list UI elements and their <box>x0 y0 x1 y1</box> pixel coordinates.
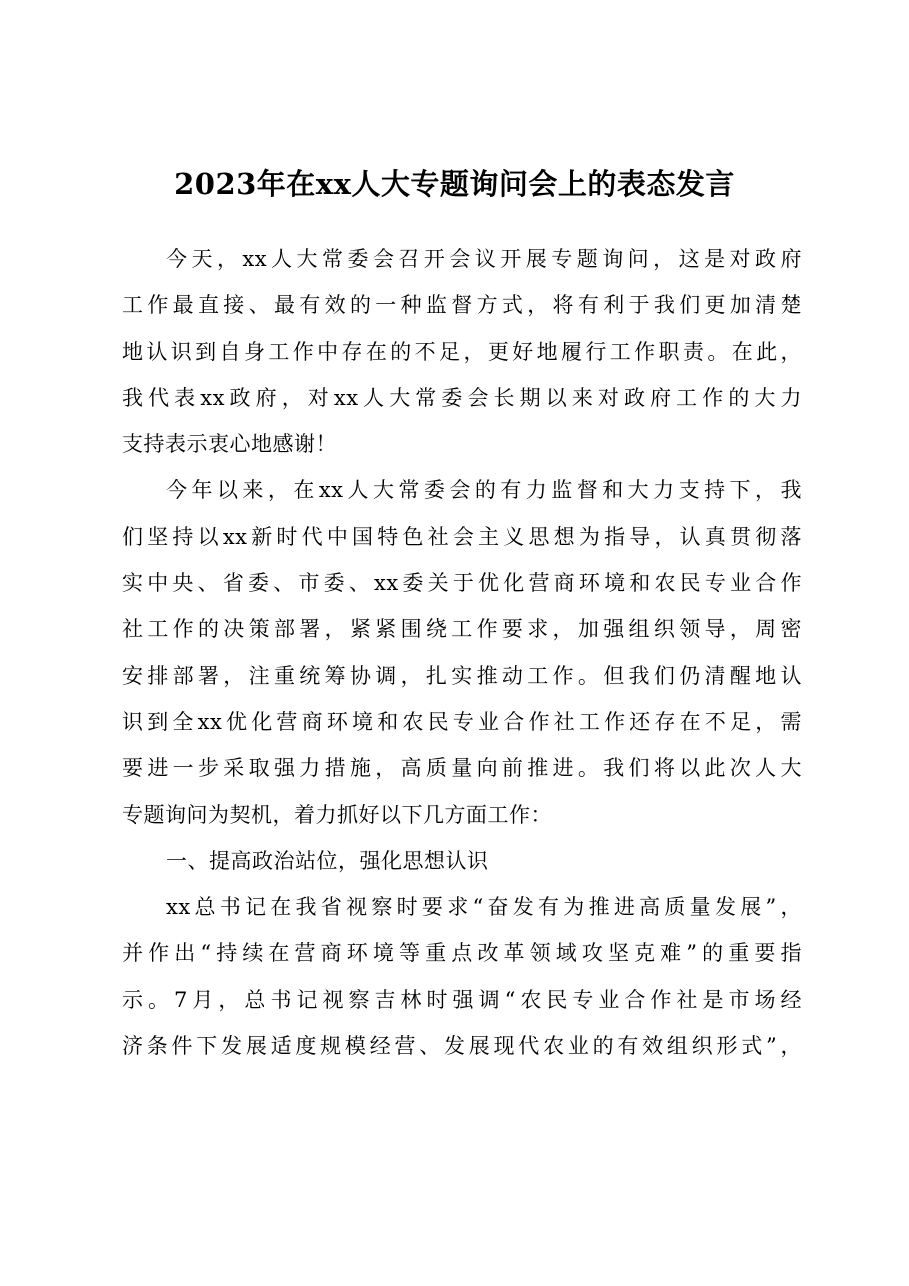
paragraph-line: 并作出“持续在营商环境等重点改革领域攻坚克难”的重要指 <box>122 941 802 966</box>
paragraph-line: 专题询问为契机，着力抓好以下几方面工作： <box>122 802 552 827</box>
paragraph-line: 识到全xx优化营商环境和农民专业合作社工作还存在不足，需 <box>122 709 802 734</box>
document-title: 2023年在xx人大专题询问会上的表态发言 <box>174 167 735 201</box>
paragraph-line: 工作最直接、最有效的一种监督方式，将有利于我们更加清楚 <box>122 293 802 318</box>
paragraph-line: 济条件下发展适度规模经营、发展现代农业的有效组织形式”， <box>122 1034 802 1059</box>
paragraph-line: 今年以来，在xx人大常委会的有力监督和大力支持下，我 <box>166 478 802 503</box>
paragraph-intro <box>122 236 802 467</box>
paragraph-line: 要进一步采取强力措施，高质量向前推进。我们将以此次人大 <box>122 756 802 781</box>
paragraph-line: 今天，xx人大常委会召开会议开展专题询问，这是对政府 <box>166 247 802 271</box>
paragraph-line: 示。7月，总书记视察吉林时强调“农民专业合作社是市场经 <box>122 987 802 1012</box>
paragraph-progress <box>122 467 802 837</box>
paragraph-line: 安排部署，注重统筹协调，扎实推动工作。但我们仍清醒地认 <box>122 663 802 688</box>
paragraph-line: 我代表xx政府，对xx人大常委会长期以来对政府工作的大力 <box>122 385 802 410</box>
paragraph-line: 地认识到自身工作中存在的不足，更好地履行工作职责。在此， <box>122 339 802 364</box>
document-body <box>122 236 802 1069</box>
paragraph-line: 社工作的决策部署，紧紧围绕工作要求，加强组织领导，周密 <box>122 617 802 642</box>
section-heading <box>122 838 802 884</box>
paragraph-line: 实中央、省委、市委、xx委关于优化营商环境和农民专业合作 <box>122 571 802 596</box>
paragraph-line: 们坚持以xx新时代中国特色社会主义思想为指导，认真贯彻落 <box>122 524 802 549</box>
paragraph-line: xx总书记在我省视察时要求“奋发有为推进高质量发展”， <box>166 895 802 920</box>
paragraph-line: 支持表示衷心地感谢！ <box>122 432 337 457</box>
paragraph-instructions <box>122 884 802 1069</box>
section-heading-text: 一、提高政治站位，强化思想认识 <box>166 848 489 873</box>
